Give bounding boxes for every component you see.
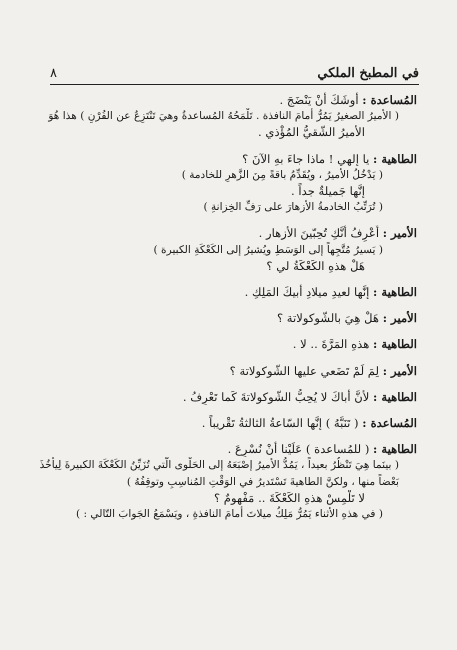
stage-direction: ( يَدْخُلُ الأميرُ ، ويُقَدِّمُ باقةً مِنَ الزَّهرِ للخادمة ) — [181, 168, 383, 181]
page-number: ٨ — [50, 66, 57, 81]
line-text: لِمَ لَمْ تَضَعي عليها الشّوكولاتة ؟ — [229, 363, 383, 378]
speaker-name: المُساعدة : — [362, 93, 417, 107]
dialogue-line — [40, 124, 417, 140]
speaker-name: الطاهية : — [373, 151, 417, 166]
speaker-name: المُساعدة : — [362, 416, 417, 431]
dialogue-line — [40, 457, 417, 473]
stage-direction: ( بينَما هِيَ تَنْظُرُ بعيداً ، يَمُدُّ الأميرُ إصْبَعَهُ إلى الحَلْوى الّتي تُزَيِّنُ الكَعْكَةَ الكبيرةَ لِيأْخُذَ — [40, 459, 399, 472]
dialogue-line — [40, 490, 417, 506]
line-text: هذهِ المَرَّةَ .. لا . — [292, 337, 374, 352]
speaker-name: الطاهية : — [373, 389, 417, 404]
dialogue-line — [40, 167, 417, 183]
dialogue-line — [40, 441, 417, 457]
speaker-name: الطاهية : — [373, 285, 417, 300]
dialogue-line — [40, 225, 417, 241]
dialogue-line — [40, 199, 417, 215]
dialogue-line — [40, 92, 417, 108]
stage-direction: ( يَسيرُ مُتَّجِهاً إلى الوَسَطِ ويُشيرُ إلى الكَعْكَةِ الكبيرة ) — [153, 243, 383, 256]
line-text: لا تَلْمِسْ هذهِ الكَعْكَةَ .. مَفْهومٌ ؟ — [213, 490, 365, 505]
speaker-name: الأمير : — [382, 363, 417, 378]
dialogue-line — [40, 363, 417, 379]
running-title: في المطبخ الملكي — [317, 66, 419, 81]
dialogue-line — [40, 415, 417, 431]
stage-direction: بَعْضاً منها ، ولكنَّ الطاهيةَ تَسْتَديرُ في الوَقْتِ المُناسِبِ وتوقِفُهُ ) — [126, 475, 399, 488]
stage-direction: ( في هذهِ الأثناء يَمُرُّ مَلِكُ ميلاتَ أمامَ النافذةِ ، ويَسْمَعُ الجَوابَ التّالي : ) — [75, 508, 383, 521]
line-text: إنَّها جَميلةٌ جداً . — [291, 184, 365, 199]
dialogue-body — [40, 92, 417, 522]
line-text: ( للمُساعدة ) عَلَيْنا أنْ نُسْرِعَ . — [227, 442, 374, 457]
page-header — [50, 62, 419, 85]
line-text: أوشَكَ أنْ يَنْضَجَ . — [279, 93, 363, 107]
dialogue-line — [40, 284, 417, 300]
line-text: أَعْرِفُ أنَّكِ تُحِبّينَ الأزهار . — [258, 226, 383, 241]
line-text: يا إلهي ! ماذا جاءَ بهِ الآنَ ؟ — [242, 151, 374, 166]
stage-direction: ( الأميرُ الصغيرُ يَمُرُّ أمامَ النافذة . تَلْمَحُهُ المُساعدةُ وهيَ تَنْتَزِعُ عن الفُرْنِ ) هذا هُوَ — [48, 110, 399, 123]
dialogue-line — [40, 389, 417, 405]
line-text: هَلْ هِيَ بالشّوكولاتة ؟ — [276, 311, 383, 326]
line-text: إنَّها لعيدِ ميلادِ أبيكَ المَلِكِ . — [244, 285, 374, 300]
speaker-name: الأمير : — [382, 311, 417, 326]
line-text: ( تَنَبَّهُ ) إنَّها السّاعةُ الثالثةُ تَقْريباً . — [201, 416, 363, 431]
dialogue-line — [40, 474, 417, 490]
dialogue-line — [40, 336, 417, 352]
dialogue-line — [40, 183, 417, 199]
dialogue-line — [40, 151, 417, 167]
line-text: الأميرُ الشّقيُّ المُؤْذي . — [258, 125, 365, 140]
speaker-name: الطاهية : — [373, 442, 417, 457]
dialogue-line — [40, 506, 417, 522]
line-text: لأنَّ أباكَ لا يُحِبُّ الشّوكولاتةَ كَما تَعْرِفُ . — [182, 389, 374, 404]
dialogue-line — [40, 310, 417, 326]
stage-direction: ( تُرَتِّبُ الخادمةُ الأزهارَ على رَفِّ الخِزانةِ ) — [203, 201, 383, 214]
dialogue-line — [40, 242, 417, 258]
dialogue-line — [40, 108, 417, 124]
speaker-name: الطاهية : — [373, 337, 417, 352]
dialogue-line — [40, 258, 417, 274]
line-text: هَلْ هذهِ الكَعْكَةُ لي ؟ — [266, 258, 365, 273]
speaker-name: الأمير : — [382, 226, 417, 241]
